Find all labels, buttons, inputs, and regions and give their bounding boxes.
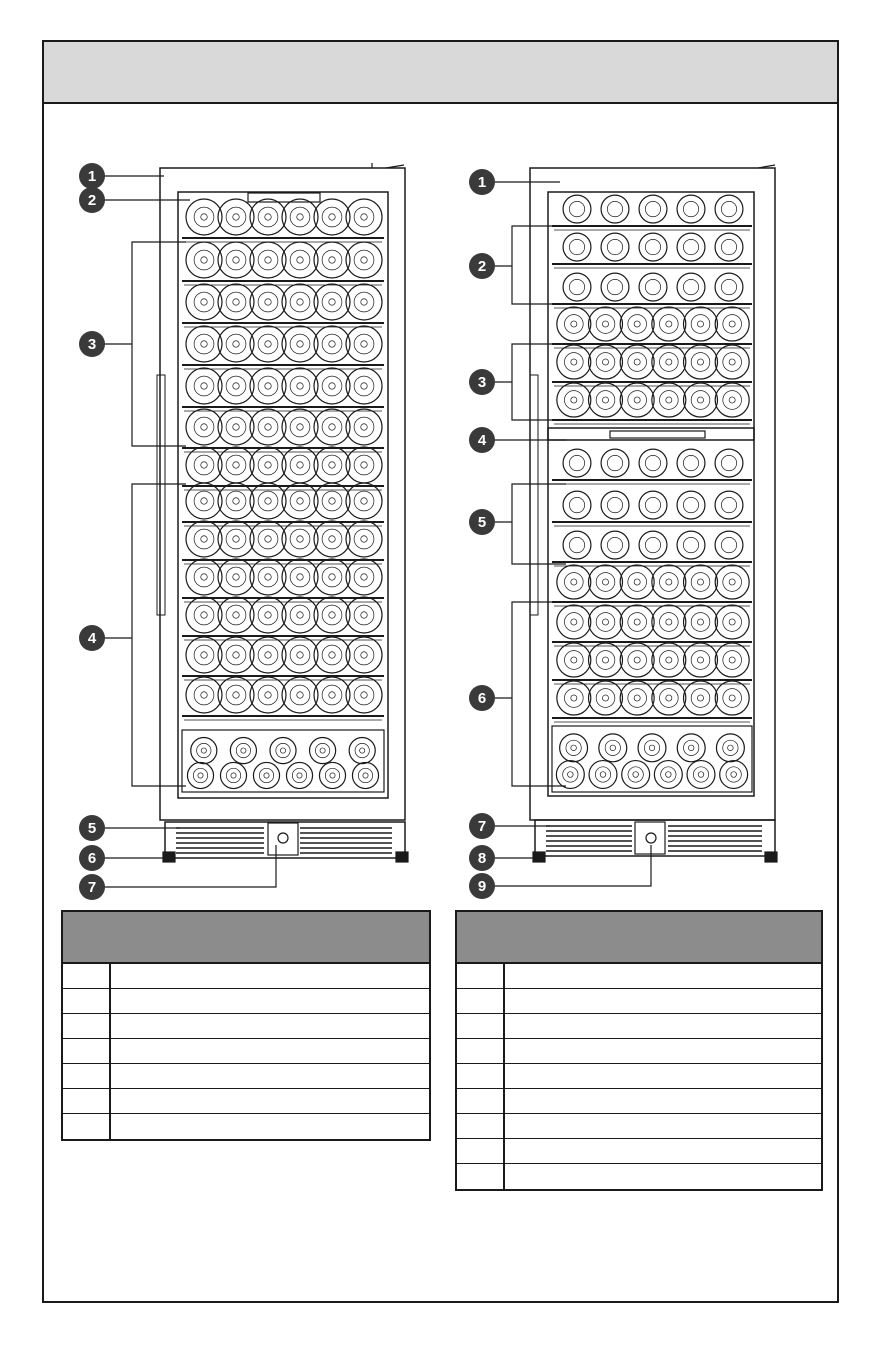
callout-right-7: 7	[469, 813, 495, 839]
callout-right-6: 6	[469, 685, 495, 711]
callout-right-3: 3	[469, 369, 495, 395]
right-row-number	[457, 1039, 505, 1063]
left-table-row	[63, 964, 429, 989]
callout-right-9: 9	[469, 873, 495, 899]
right-row-number	[457, 1139, 505, 1163]
left-table-row	[63, 1014, 429, 1039]
left-row-description	[111, 1014, 429, 1038]
left-row-description	[111, 1114, 429, 1139]
left-table-row	[63, 1064, 429, 1089]
callout-right-2: 2	[469, 253, 495, 279]
right-table-row	[457, 1064, 821, 1089]
callout-right-1: 1	[469, 169, 495, 195]
callout-left-1: 1	[79, 163, 105, 189]
callout-left-3: 3	[79, 331, 105, 357]
right-row-description	[505, 964, 821, 988]
left-table-row	[63, 1114, 429, 1139]
left-row-number	[63, 1039, 111, 1063]
left-row-description	[111, 989, 429, 1013]
left-table-header	[63, 912, 429, 964]
right-table-row	[457, 1164, 821, 1189]
right-table-row	[457, 1014, 821, 1039]
right-row-number	[457, 989, 505, 1013]
right-row-description	[505, 1039, 821, 1063]
right-row-description	[505, 1014, 821, 1038]
right-row-number	[457, 1164, 505, 1189]
left-row-number	[63, 1114, 111, 1139]
right-table-header	[457, 912, 821, 964]
right-row-number	[457, 1014, 505, 1038]
callout-right-8: 8	[469, 845, 495, 871]
left-leader-lines	[104, 176, 276, 887]
left-row-number	[63, 1064, 111, 1088]
left-row-number	[63, 989, 111, 1013]
callout-left-4: 4	[79, 625, 105, 651]
left-fridge-diagram	[157, 163, 408, 862]
right-row-description	[505, 1114, 821, 1138]
right-row-description	[505, 989, 821, 1013]
callout-right-4: 4	[469, 427, 495, 453]
right-fridge-diagram	[530, 165, 777, 862]
right-table-row	[457, 1114, 821, 1139]
right-row-number	[457, 1114, 505, 1138]
left-table-row	[63, 1089, 429, 1114]
right-table-row	[457, 1139, 821, 1164]
right-table-row	[457, 964, 821, 989]
left-row-description	[111, 1039, 429, 1063]
left-row-description	[111, 1064, 429, 1088]
left-row-description	[111, 1089, 429, 1113]
right-row-number	[457, 1064, 505, 1088]
right-row-description	[505, 1064, 821, 1088]
callout-right-5: 5	[469, 509, 495, 535]
right-table-row	[457, 1089, 821, 1114]
right-parts-table	[455, 910, 823, 1191]
callout-left-7: 7	[79, 874, 105, 900]
right-row-description	[505, 1139, 821, 1163]
right-row-description	[505, 1164, 821, 1189]
left-table-row	[63, 989, 429, 1014]
left-row-number	[63, 1014, 111, 1038]
left-table-row	[63, 1039, 429, 1064]
right-table-row	[457, 1039, 821, 1064]
right-row-number	[457, 964, 505, 988]
right-leader-lines	[494, 182, 651, 886]
right-row-description	[505, 1089, 821, 1113]
left-row-number	[63, 964, 111, 988]
callout-left-2: 2	[79, 187, 105, 213]
left-parts-table	[61, 910, 431, 1141]
left-row-number	[63, 1089, 111, 1113]
right-table-row	[457, 989, 821, 1014]
callout-left-5: 5	[79, 815, 105, 841]
callout-left-6: 6	[79, 845, 105, 871]
right-row-number	[457, 1089, 505, 1113]
left-row-description	[111, 964, 429, 988]
